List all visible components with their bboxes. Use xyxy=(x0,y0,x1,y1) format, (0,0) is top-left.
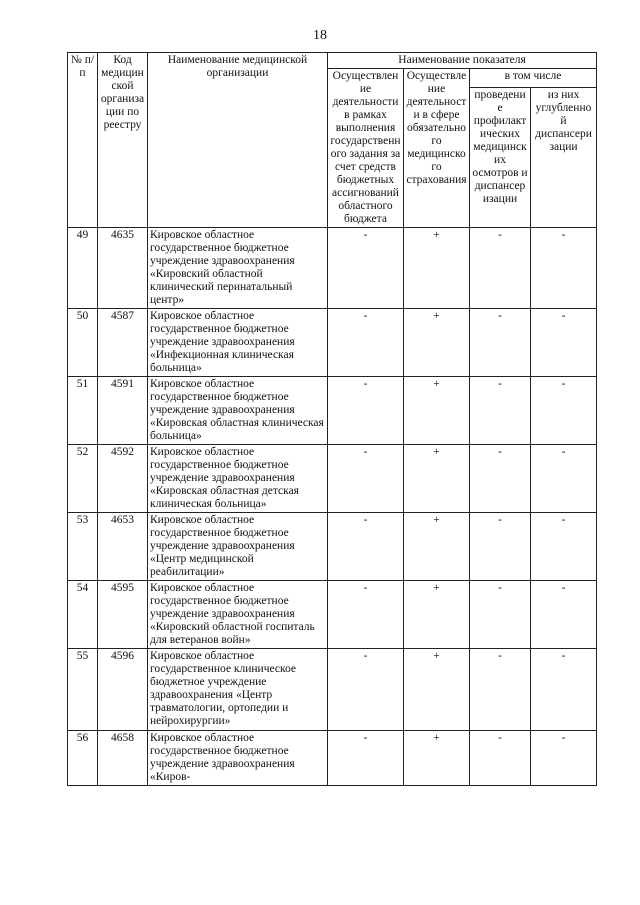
header-including: в том числе xyxy=(470,69,597,88)
row-budget-mark: - xyxy=(328,581,404,649)
row-number: 54 xyxy=(68,581,98,649)
row-prof-mark: - xyxy=(470,649,531,731)
row-number: 53 xyxy=(68,513,98,581)
row-organization-name: Кировское областное государственное бюджетное учреждение здравоохранения «Кировская областная клиническая больница» xyxy=(148,377,328,445)
row-budget-mark: - xyxy=(328,513,404,581)
table-row xyxy=(68,309,597,377)
row-prof-mark: - xyxy=(470,581,531,649)
row-code: 4635 xyxy=(98,228,148,309)
row-oms-mark: + xyxy=(404,581,470,649)
table-row xyxy=(68,649,597,731)
row-budget-mark: - xyxy=(328,228,404,309)
row-organization-name: Кировское областное государственное бюджетное учреждение здравоохранения «Центр медицинской реабилитации» xyxy=(148,513,328,581)
row-number: 55 xyxy=(68,649,98,731)
row-number: 50 xyxy=(68,309,98,377)
table-row xyxy=(68,513,597,581)
row-organization-name: Кировское областное государственное бюджетное учреждение здравоохранения «Кировский областной клинический перинатальный центр» xyxy=(148,228,328,309)
row-oms-mark: + xyxy=(404,377,470,445)
row-prof-mark: - xyxy=(470,228,531,309)
row-prof-mark: - xyxy=(470,309,531,377)
table-row xyxy=(68,731,597,786)
table-row xyxy=(68,581,597,649)
row-number: 56 xyxy=(68,731,98,786)
row-oms-mark: + xyxy=(404,309,470,377)
row-number: 52 xyxy=(68,445,98,513)
header-prof: проведение профилактических медицинских осмотров и диспансеризации xyxy=(470,87,531,227)
row-budget-mark: - xyxy=(328,731,404,786)
table-row xyxy=(68,377,597,445)
row-organization-name: Кировское областное государственное бюджетное учреждение здравоохранения «Инфекционная клиническая больница» xyxy=(148,309,328,377)
row-organization-name: Кировское областное государственное бюджетное учреждение здравоохранения «Киров- xyxy=(148,731,328,786)
row-oms-mark: + xyxy=(404,731,470,786)
row-prof-mark: - xyxy=(470,513,531,581)
row-code: 4596 xyxy=(98,649,148,731)
row-code: 4591 xyxy=(98,377,148,445)
row-organization-name: Кировское областное государственное клиническое бюджетное учреждение здравоохранения «Центр травматологии, ортопедии и нейрохирургии» xyxy=(148,649,328,731)
header-num: № п/п xyxy=(68,53,98,228)
table-row xyxy=(68,228,597,309)
row-number: 49 xyxy=(68,228,98,309)
row-prof-mark: - xyxy=(470,377,531,445)
row-organization-name: Кировское областное государственное бюджетное учреждение здравоохранения «Кировский областной госпиталь для ветеранов войн» xyxy=(148,581,328,649)
row-deep-mark: - xyxy=(531,649,597,731)
row-oms-mark: + xyxy=(404,445,470,513)
table-row xyxy=(68,445,597,513)
header-deep: из них углубленной диспансеризации xyxy=(531,87,597,227)
header-budget: Осуществление деятельности в рамках выполнения государственного задания за счет средств бюджетных ассигнований областного бюджета xyxy=(328,69,404,228)
row-organization-name: Кировское областное государственное бюджетное учреждение здравоохранения «Кировская областная детская клиническая больница» xyxy=(148,445,328,513)
row-oms-mark: + xyxy=(404,649,470,731)
row-code: 4653 xyxy=(98,513,148,581)
row-code: 4592 xyxy=(98,445,148,513)
row-deep-mark: - xyxy=(531,377,597,445)
row-oms-mark: + xyxy=(404,228,470,309)
row-budget-mark: - xyxy=(328,649,404,731)
row-deep-mark: - xyxy=(531,513,597,581)
row-code: 4595 xyxy=(98,581,148,649)
header-oms: Осуществление деятельности в сфере обязательного медицинского страхования xyxy=(404,69,470,228)
row-deep-mark: - xyxy=(531,581,597,649)
row-budget-mark: - xyxy=(328,445,404,513)
row-number: 51 xyxy=(68,377,98,445)
row-budget-mark: - xyxy=(328,309,404,377)
header-indicator: Наименование показателя xyxy=(328,53,597,69)
row-deep-mark: - xyxy=(531,731,597,786)
header-name: Наименование медицинской организации xyxy=(148,53,328,228)
row-budget-mark: - xyxy=(328,377,404,445)
row-deep-mark: - xyxy=(531,445,597,513)
registry-table xyxy=(67,52,597,786)
row-prof-mark: - xyxy=(470,445,531,513)
row-code: 4587 xyxy=(98,309,148,377)
row-code: 4658 xyxy=(98,731,148,786)
row-prof-mark: - xyxy=(470,731,531,786)
header-code: Код медицинской организации по реестру xyxy=(98,53,148,228)
row-deep-mark: - xyxy=(531,309,597,377)
row-deep-mark: - xyxy=(531,228,597,309)
row-oms-mark: + xyxy=(404,513,470,581)
page-number: 18 xyxy=(313,28,327,43)
